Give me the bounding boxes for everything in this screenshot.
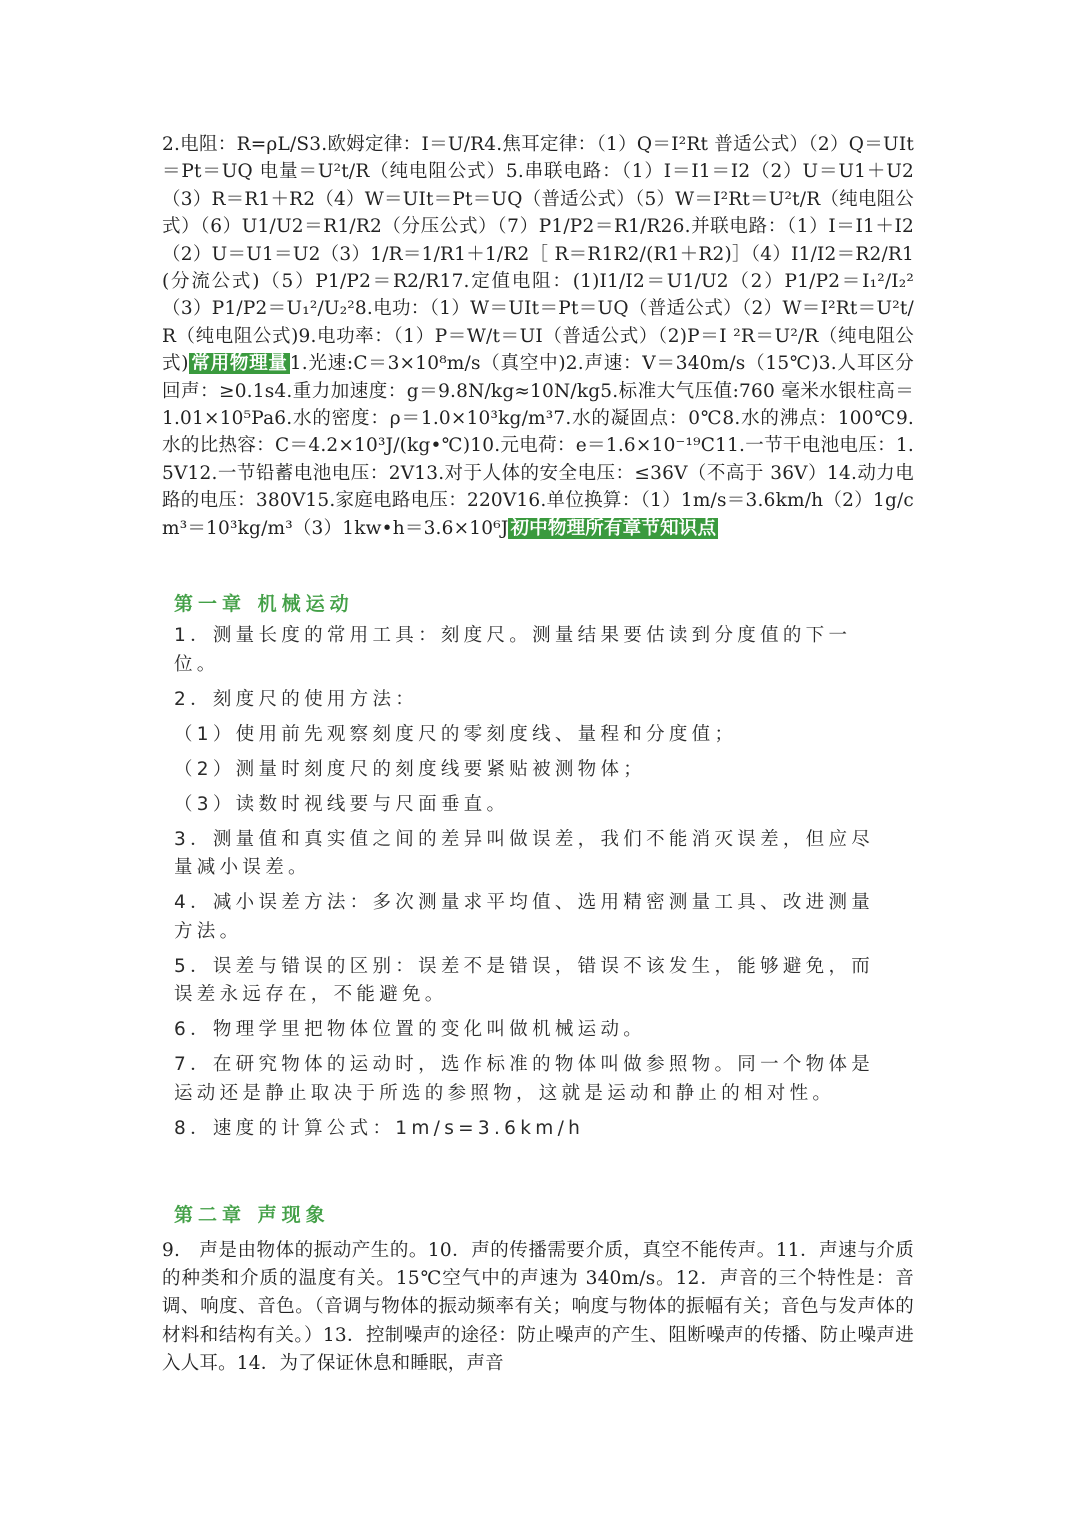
chapter-1-title: 第一章 机械运动	[174, 593, 354, 615]
list-item: （3）读数时视线要与尺面垂直。	[174, 793, 510, 815]
list-item: 2．刻度尺的使用方法：	[174, 688, 419, 710]
highlight-all-chapters: 初中物理所有章节知识点	[510, 517, 717, 539]
list-item: 5．误差与错误的区别：误差不是错误，错误不该发生，能够避免，而误差永远存在，不能避免。	[174, 955, 875, 1005]
list-item: （1）使用前先观察刻度尺的零刻度线、量程和分度值；	[174, 723, 738, 745]
formula-text: 2.电阻：R=ρL/S3.欧姆定律：I＝U/R4.焦耳定律：（1）Q＝I²Rt 普适公式）（2）Q＝UIt＝Pt＝UQ 电量＝U²t/R（纯电阻公式）5.串联电路：（1）I＝I1＝I2（2）U＝U1＋U2（3）R＝R1＋R2（4）W＝UIt＝Pt＝UQ（普适公式）（5）W＝I²Rt＝U²t/R（纯电阻公式）（6）U1/U2＝R1/R2（分压公式）（7）P1/P2＝R1/R26.并联电路：（1）I＝I1＋I2（2）U＝U1＝U2（3）1/R＝1/R1＋1/R2［ R＝R1R2/(R1＋R2)］（4）I1/I2＝R2/R1(分流公式)（5）P1/P2＝R2/R17.定值电阻：(1)I1/I2＝U1/U2（2）P1/P2＝I₁²/I₂²（3）P1/P2＝U₁²/U₂²8.电功：（1）W＝UIt＝Pt＝UQ（普适公式）（2）W＝I²Rt＝U²t/R（纯电阻公式)9.电功率：（1）P＝W/t＝UI（普适公式）（2)P＝I ²R＝U²/R（纯电阻公式)	[162, 134, 914, 375]
formula-paragraph	[162, 131, 914, 542]
chapter-2-paragraph: 9. 声是由物体的振动产生的。10．声的传播需要介质，真空不能传声。11．声速与介质的种类和介质的温度有关。15℃空气中的声速为 340m/s。12．声音的三个特性是：音调、响度、音色。（音调与物体的振动频率有关；响度与物体的振幅有关；音色与发声体的材料和结构有关。）13．控制噪声的途径：防止噪声的产生、阻断噪声的传播、防止噪声进入人耳。14．为了保证休息和睡眠，声音	[162, 1240, 914, 1374]
chapter-1-list	[174, 622, 894, 1150]
list-item: 3．测量值和真实值之间的差异叫做误差，我们不能消灭误差，但应尽量减小误差。	[174, 828, 875, 878]
list-item: 7．在研究物体的运动时，选作标准的物体叫做参照物。同一个物体是运动还是静止取决于所选的参照物，这就是运动和静止的相对性。	[174, 1054, 875, 1104]
list-item: 8．速度的计算公式：1m/s=3.6km/h	[174, 1117, 585, 1139]
chapter-2-title: 第二章 声现象	[174, 1204, 330, 1226]
list-item: 4．减小误差方法：多次测量求平均值、选用精密测量工具、改进测量方法。	[174, 892, 875, 942]
highlight-common-quantities: 常用物理量	[190, 353, 288, 375]
list-item: 6．物理学里把物体位置的变化叫做机械运动。	[174, 1019, 647, 1040]
list-item: 1．测量长度的常用工具：刻度尺。测量结果要估读到分度值的下一位。	[174, 625, 852, 675]
constants-text: 1.光速:C＝3×10⁸m/s（真空中)2.声速：V＝340m/s（15℃)3.人耳区分回声：≥0.1s4.重力加速度：g＝9.8N/kg≈10N/kg5.标准大气压值:760 毫米水银柱高＝1.01×10⁵Pa6.水的密度：ρ＝1.0×10³kg/m³7.水的凝固点：0℃8.水的沸点：100℃9.水的比热容：C＝4.2×10³J/(kg•℃)10.元电荷：e＝1.6×10⁻¹⁹C11.一节干电池电压：1.5V12.一节铅蓄电池电压：2V13.对于人体的安全电压：≤36V（不高于 36V）14.动力电路的电压：380V15.家庭电路电压：220V16.单位换算：（1）1m/s＝3.6km/h（2）1g/cm³＝10³kg/m³（3）1kw•h＝3.6×10⁶J	[162, 353, 914, 539]
list-item: （2）测量时刻度尺的刻度线要紧贴被测物体；	[174, 758, 647, 780]
